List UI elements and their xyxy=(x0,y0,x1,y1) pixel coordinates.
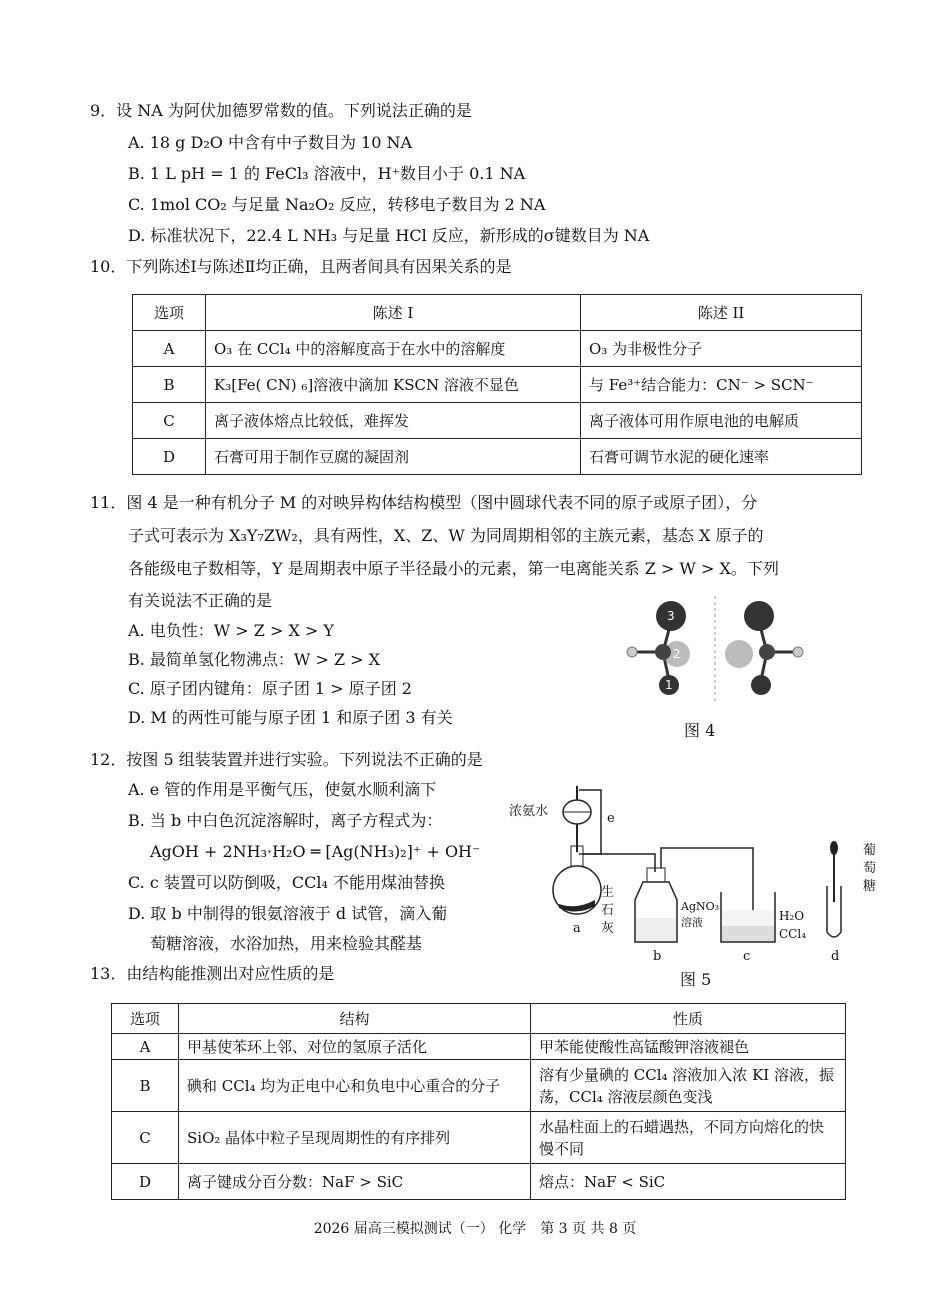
table-cell: 甲基使苯环上邻、对位的氢原子活化 xyxy=(179,1034,531,1060)
q11-stem-line-2: 子式可表示为 X₃Y₇ZW₂，具有两性，X、Z、W 为同周期相邻的主族元素，基态 X 原子的 xyxy=(128,526,764,545)
q11-option-c: C. 原子团内键角：原子团 1 > 原子团 2 xyxy=(128,679,412,698)
q12-option-d: D. 取 b 中制得的银氨溶液于 d 试管，滴入葡 xyxy=(128,904,448,923)
table-header: 结构 xyxy=(179,1004,531,1034)
q11-option-a: A. 电负性：W > Z > X > Y xyxy=(128,621,334,640)
q11-option-b: B. 最简单氢化物沸点：W > Z > X xyxy=(128,650,381,669)
label-glucose: 糖 xyxy=(863,879,877,894)
q13-table xyxy=(111,1003,846,1200)
table-row xyxy=(112,1060,846,1112)
table-header: 选项 xyxy=(112,1004,179,1034)
label-a: a xyxy=(573,921,581,936)
label-agno3: AgNO₃ xyxy=(681,900,720,913)
q9-option-d: D. 标准状况下，22.4 L NH₃ 与足量 HCl 反应，新形成的σ键数目为 NA xyxy=(128,226,650,245)
q13-stem: 13．由结构能推测出对应性质的是 xyxy=(90,964,335,983)
label-group-1: 1 xyxy=(665,678,673,692)
table-cell: O₃ 在 CCl₄ 中的溶解度高于在水中的溶解度 xyxy=(206,331,581,367)
label-quicklime: 石 xyxy=(601,903,615,918)
label-group-2: 2 xyxy=(673,647,681,661)
table-cell: SiO₂ 晶体中粒子呈现周期性的有序排列 xyxy=(179,1112,531,1164)
label-d: d xyxy=(831,949,840,962)
q9-stem: 9．设 NA 为阿伏加德罗常数的值。下列说法正确的是 xyxy=(90,101,472,120)
table-cell: 溶有少量碘的 CCl₄ 溶液加入浓 KI 溶液，振荡，CCl₄ 溶液层颜色变浅 xyxy=(531,1060,846,1112)
table-cell: 离子液体熔点比较低，难挥发 xyxy=(206,403,581,439)
table-row xyxy=(112,1034,846,1060)
label-quicklime: 生 xyxy=(601,885,615,900)
label-c: c xyxy=(743,949,751,962)
q11-option-d: D. M 的两性可能与原子团 1 和原子团 3 有关 xyxy=(128,708,453,727)
table-cell: A xyxy=(112,1034,179,1060)
table-header: 陈述 II xyxy=(581,295,862,331)
table-cell: 与 Fe³⁺结合能力：CN⁻ > SCN⁻ xyxy=(581,367,862,403)
table-cell: 石膏可调节水泥的硬化速率 xyxy=(581,439,862,475)
table-header: 陈述 I xyxy=(206,295,581,331)
figure-4-caption: 图 4 xyxy=(684,721,716,740)
q10-stem: 10．下列陈述Ⅰ与陈述Ⅱ均正确，且两者间具有因果关系的是 xyxy=(90,257,512,276)
hydrogen-atom xyxy=(793,647,803,657)
label-b: b xyxy=(653,949,662,962)
label-agno3: 溶液 xyxy=(681,916,703,929)
label-e: e xyxy=(607,811,615,826)
table-row xyxy=(112,1112,846,1164)
hydrogen-atom xyxy=(627,647,637,657)
group-3-sphere xyxy=(744,601,774,631)
label-quicklime: 灰 xyxy=(601,921,615,936)
table-cell: D xyxy=(112,1164,179,1200)
q9-option-c: C. 1mol CO₂ 与足量 Na₂O₂ 反应，转移电子数目为 2 NA xyxy=(128,195,546,214)
label-group-3: 3 xyxy=(667,609,675,623)
table-header: 性质 xyxy=(531,1004,846,1034)
table-header-row xyxy=(133,295,862,331)
q11-stem-line-3: 各能级电子数相等，Y 是周期表中原子半径最小的元素，第一电离能关系 Z > W > X。下列 xyxy=(128,559,779,578)
table-cell: 水晶柱面上的石蜡遇热，不同方向熔化的快慢不同 xyxy=(531,1112,846,1164)
q12-option-c: C. c 装置可以防倒吸，CCl₄ 不能用煤油替换 xyxy=(128,873,445,892)
group-1-sphere xyxy=(751,675,771,695)
table-cell: 碘和 CCl₄ 均为正电中心和负电中心重合的分子 xyxy=(179,1060,531,1112)
label-glucose: 葡 xyxy=(863,843,877,858)
q9-option-b: B. 1 L pH = 1 的 FeCl₃ 溶液中，H⁺数目小于 0.1 NA xyxy=(128,164,526,183)
table-cell: C xyxy=(133,403,206,439)
q11-stem-line-4: 有关说法不正确的是 xyxy=(128,591,273,610)
table-cell: 离子液体可用作原电池的电解质 xyxy=(581,403,862,439)
table-cell: 熔点：NaF < SiC xyxy=(531,1164,846,1200)
table-row xyxy=(133,367,862,403)
table-cell: O₃ 为非极性分子 xyxy=(581,331,862,367)
label-ccl4: CCl₄ xyxy=(779,927,807,941)
table-cell: 石膏可用于制作豆腐的凝固剂 xyxy=(206,439,581,475)
table-cell: B xyxy=(133,367,206,403)
q12-option-b: B. 当 b 中白色沉淀溶解时，离子方程式为： xyxy=(128,811,443,830)
figure-4-molecule-model xyxy=(615,592,815,707)
q9-option-a: A. 18 g D₂O 中含有中子数目为 10 NA xyxy=(128,133,413,152)
table-row xyxy=(112,1164,846,1200)
table-row xyxy=(133,439,862,475)
page-footer: 2026 届高三模拟测试（一） 化学 第 3 页 共 8 页 xyxy=(313,1221,637,1237)
table-cell: 离子键成分百分数：NaF > SiC xyxy=(179,1164,531,1200)
label-water: H₂O xyxy=(779,909,805,923)
table-row xyxy=(133,331,862,367)
q12-option-b-equation: AgOH + 2NH₃·H₂O ═ [Ag(NH₃)₂]⁺ + OH⁻ xyxy=(150,842,481,861)
q12-stem: 12．按图 5 组装装置并进行实验。下列说法不正确的是 xyxy=(90,750,483,769)
table-header: 选项 xyxy=(133,295,206,331)
table-cell: A xyxy=(133,331,206,367)
table-cell: B xyxy=(112,1060,179,1112)
q11-stem-line-1: 11．图 4 是一种有机分子 M 的对映异构体结构模型（图中圆球代表不同的原子或原子团），分 xyxy=(90,493,758,512)
figure-5-caption: 图 5 xyxy=(680,970,712,989)
table-cell: C xyxy=(112,1112,179,1164)
q10-table xyxy=(132,294,862,475)
q12-option-d-cont: 萄糖溶液，水浴加热，用来检验其醛基 xyxy=(150,934,423,953)
table-row xyxy=(133,403,862,439)
figure-5-apparatus xyxy=(505,782,890,962)
group-2-sphere xyxy=(725,640,753,668)
label-ammonia: 浓氨水 xyxy=(509,804,549,819)
table-cell: 甲苯能使酸性高锰酸钾溶液褪色 xyxy=(531,1034,846,1060)
label-glucose: 萄 xyxy=(863,861,877,876)
table-header-row xyxy=(112,1004,846,1034)
table-cell: D xyxy=(133,439,206,475)
table-cell: K₃[Fe( CN) ₆]溶液中滴加 KSCN 溶液不显色 xyxy=(206,367,581,403)
q12-option-a: A. e 管的作用是平衡气压，使氨水顺利滴下 xyxy=(128,780,437,799)
